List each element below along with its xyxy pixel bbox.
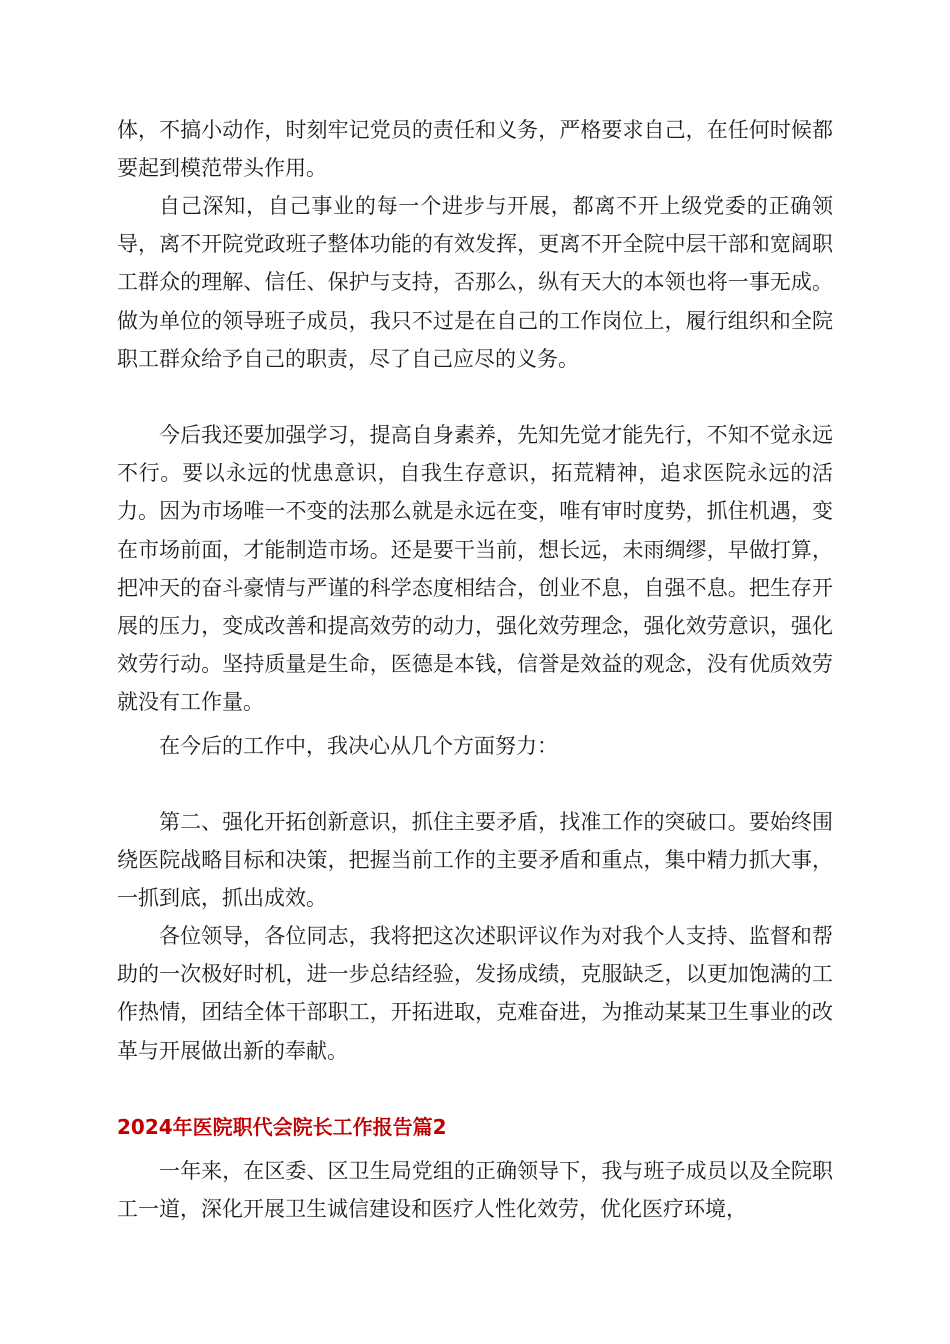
paragraph: 今后我还要加强学习，提高自身素养，先知先觉才能先行，不知不觉永远不行。要以永远的忧患意识，自我生存意识，拓荒精神，追求医院永远的活力。因为市场唯一不变的法那么就是永远在变，唯有审时度势，抓住机遇，变在市场前面，才能制造市场。还是要干当前，想长远，未雨绸缪，早做打算，把冲天的奋斗豪情与严谨的科学态度相结合，创业不息，自强不息。把生存开展的压力，变成改善和提高效劳的动力，强化效劳理念，强化效劳意识，强化效劳行动。坚持质量是生命，医德是本钱，信誉是效益的观念，没有优质效劳就没有工作量。 [117,423,833,715]
paragraph: 自己深知，自己事业的每一个进步与开展，都离不开上级党委的正确领导，离不开院党政班子整体功能的有效发挥，更离不开全院中层干部和宽阔职工群众的理解、信任、保护与支持，否那么，纵有天大的本领也将一事无成。做为单位的领导班子成员，我只不过是在自己的工作岗位上，履行组织和全院职工群众给予自己的职责，尽了自己应尽的义务。 [117,194,833,371]
paragraph: 第二、强化开拓创新意识，抓住主要矛盾，找准工作的突破口。要始终围绕医院战略目标和决策，把握当前工作的主要矛盾和重点，集中精力抓大事，一抓到底，抓出成效。 [117,810,833,911]
paragraph-continuation: 体，不搞小动作，时刻牢记党员的责任和义务，严格要求自己，在任何时候都要起到模范带头作用。 [117,118,833,181]
section-heading: 2024年医院职代会院长工作报告篇2 [117,1115,447,1139]
paragraph: 一年来，在区委、区卫生局党组的正确领导下，我与班子成员以及全院职工一道，深化开展卫生诚信建设和医疗人性化效劳，优化医疗环境， [117,1159,833,1222]
paragraph: 在今后的工作中，我决心从几个方面努力： [159,734,558,758]
paragraph: 各位领导，各位同志，我将把这次述职评议作为对我个人支持、监督和帮助的一次极好时机，进一步总结经验，发扬成绩，克服缺乏，以更加饱满的工作热情，团结全体干部职工，开拓进取，克难奋进，为推动某某卫生事业的改革与开展做出新的奉献。 [117,924,833,1063]
